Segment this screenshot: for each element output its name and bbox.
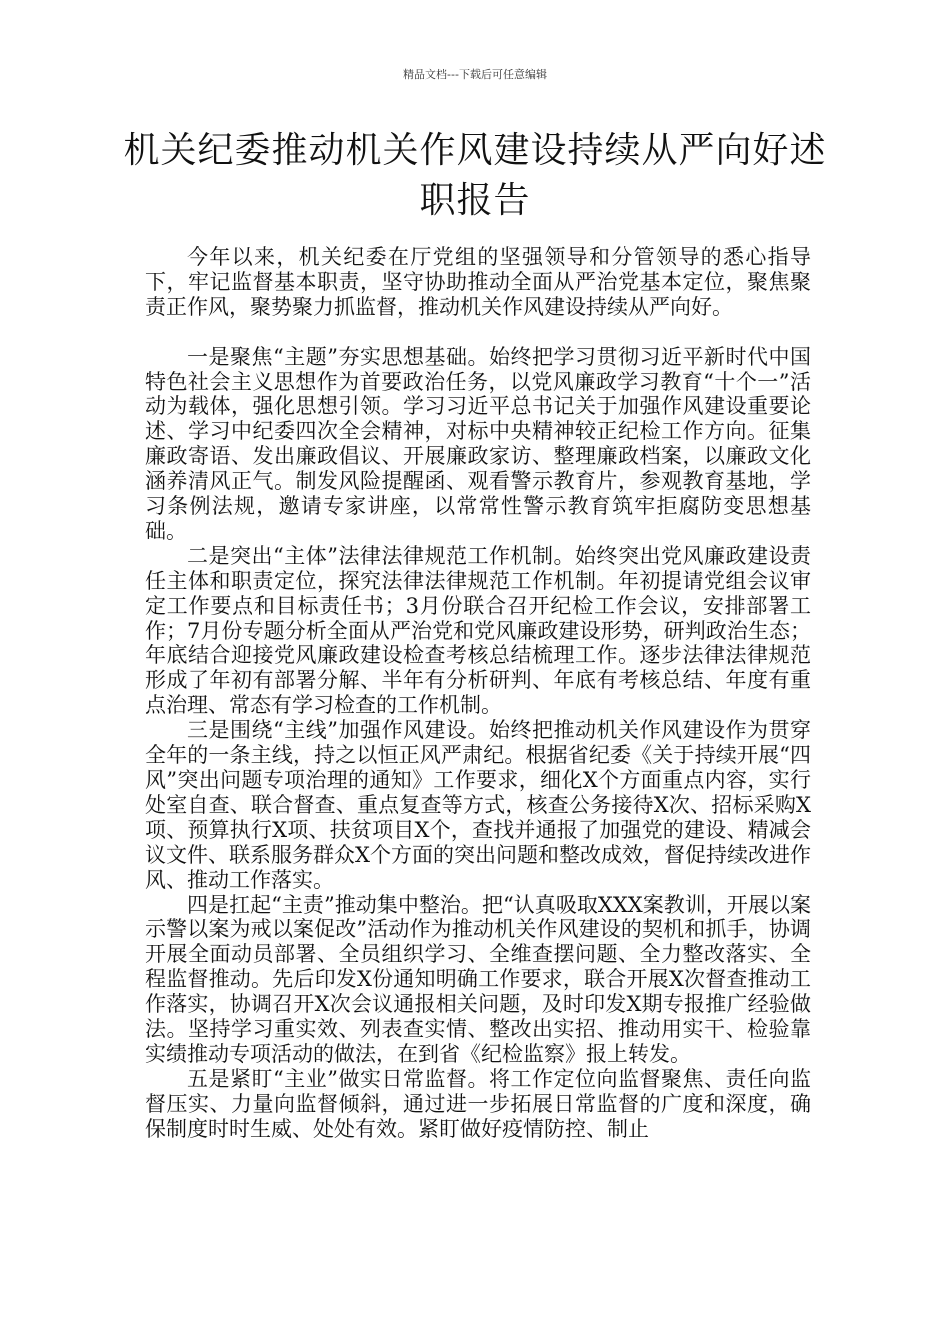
paragraph-2: 二是突出“主体”法律法律规范工作机制。始终突出党风廉政建设责任主体和职责定位，探究法律法律规范工作机制。年初提请党组会议审定工作要点和目标责任书；3月份联合召开纪检工作会议，安排部署工作；7月份专题分析全面从严治党和党风廉政建设形势，研判政治生态；年底结合迎接党风廉政建设检查考核总结梳理工作。逐步法律法律规范形成了年初有部署分解、半年有分析研判、年底有考核总结、年度有重点治理、常态有学习检查的工作机制。 (145, 543, 811, 718)
paragraph-1: 一是聚焦“主题”夯实思想基础。始终把学习贯彻习近平新时代中国特色社会主义思想作为首要政治任务，以党风廉政学习教育“十个一”活动为载体，强化思想引领。学习习近平总书记关于加强作风建设重要论述、学习中纪委四次全会精神，对标中央精神较正纪检工作方向。征集廉政寄语、发出廉政倡议、开展廉政家访、整理廉政档案，以廉政文化涵养清风正气。制发风险提醒函、观看警示教育片，参观教育基地，学习条例法规，邀请专家讲座，以常常性警示教育筑牢拒腐防变思想基础。 (145, 344, 811, 543)
paragraph-4: 四是扛起“主责”推动集中整治。把“认真吸取XXX案教训，开展以案示警以案为戒以案促改”活动作为推动机关作风建设的契机和抓手，协调开展全面动员部署、全员组织学习、全维查摆问题、全力整改落实、全程监督推动。先后印发X份通知明确工作要求，联合开展X次督查推动工作落实，协调召开X次会议通报相关问题，及时印发X期专报推广经验做法。坚持学习重实效、列表查实情、整改出实招、推动用实干、检验靠实绩推动专项活动的做法，在到省《纪检监察》报上转发。 (145, 892, 811, 1066)
paragraph-intro: 今年以来，机关纪委在厅党组的坚强领导和分管领导的悉心指导下，牢记监督基本职责，坚守协助推动全面从严治党基本定位，聚焦聚责正作风，聚势聚力抓监督，推动机关作风建设持续从严向好。 (145, 245, 811, 319)
header-note: 精品文档---下载后可任意编辑 (403, 68, 547, 81)
document-title: 机关纪委推动机关作风建设持续从严向好述职报告 (123, 130, 827, 221)
paragraph-5: 五是紧盯“主业”做实日常监督。将工作定位向监督聚焦、责任向监督压实、力量向监督倾斜，通过进一步拓展日常监督的广度和深度，确保制度时时生威、处处有效。紧盯做好疫情防控、制止 (145, 1066, 811, 1141)
paragraph-3: 三是围绕“主线”加强作风建设。始终把推动机关作风建设作为贯穿全年的一条主线，持之以恒正风严肃纪。根据省纪委《关于持续开展“四风”突出问题专项治理的通知》工作要求，细化X个方面重点内容，实行处室自查、联合督查、重点复查等方式，核查公务接待X次、招标采购X项、预算执行X项、扶贫项目X个，查找并通报了加强党的建设、精减会议文件、联系服务群众X个方面的突出问题和整改成效，督促持续改进作风、推动工作落实。 (145, 718, 811, 892)
paragraph-spacer (145, 320, 811, 345)
document-body (145, 245, 811, 1142)
